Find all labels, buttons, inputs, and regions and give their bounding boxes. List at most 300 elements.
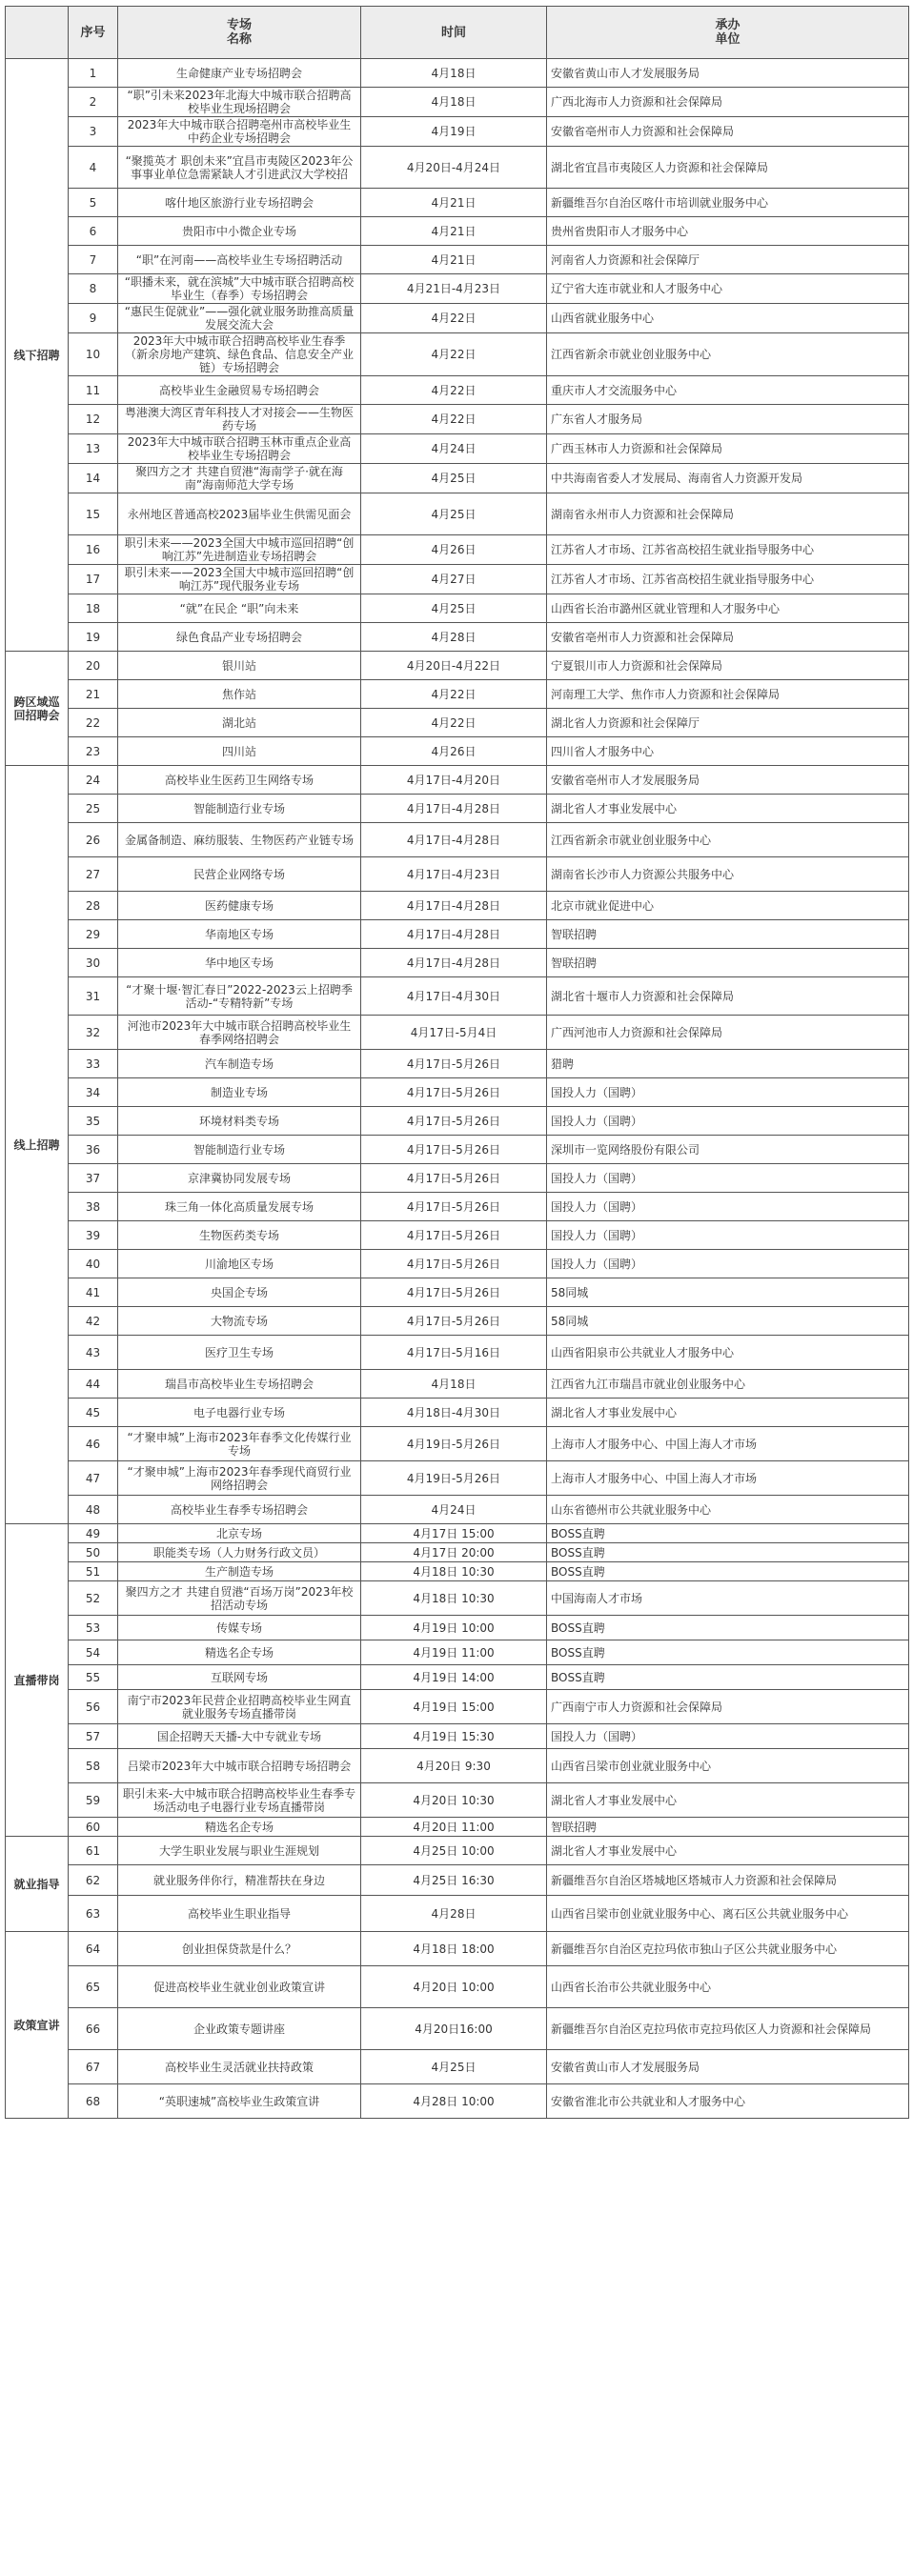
event-time: 4月18日 — [361, 1370, 547, 1399]
organizer: 国投人力（国聘） — [547, 1164, 909, 1193]
event-time: 4月28日 — [361, 623, 547, 652]
header-no: 序号 — [69, 7, 118, 59]
table-row — [6, 1837, 909, 1865]
event-name: 职引未来-大中城市联合招聘高校毕业生春季专场活动电子电器行业专场直播带岗 — [118, 1783, 361, 1818]
event-name: “聚揽英才 职创未来”宜昌市夷陵区2023年公事事业单位急需紧缺人才引进武汉大学校招 — [118, 147, 361, 189]
organizer: BOSS直聘 — [547, 1616, 909, 1640]
row-number: 63 — [69, 1896, 118, 1932]
event-name: 金属备制造、麻纺服装、生物医药产业链专场 — [118, 823, 361, 857]
event-name: 职引未来——2023全国大中城市巡回招聘“创响江苏”现代服务业专场 — [118, 565, 361, 594]
header-org: 承办 单位 — [547, 7, 909, 59]
organizer: 山西省吕梁市创业就业服务中心、离石区公共就业服务中心 — [547, 1896, 909, 1932]
row-number: 36 — [69, 1136, 118, 1164]
table-row — [6, 1783, 909, 1818]
event-name: “就”在民企 “职”向未来 — [118, 594, 361, 623]
event-name: “职”在河南——高校毕业生专场招聘活动 — [118, 246, 361, 274]
table-row — [6, 333, 909, 376]
organizer: BOSS直聘 — [547, 1524, 909, 1543]
event-name: 南宁市2023年民营企业招聘高校毕业生网直就业服务专场直播带岗 — [118, 1690, 361, 1724]
event-time: 4月19日 10:00 — [361, 1616, 547, 1640]
organizer: 江苏省人才市场、江苏省高校招生就业指导服务中心 — [547, 535, 909, 565]
event-name: 焦作站 — [118, 680, 361, 709]
organizer: 辽宁省大连市就业和人才服务中心 — [547, 274, 909, 304]
category-cell: 线下招聘 — [6, 59, 69, 652]
row-number: 61 — [69, 1837, 118, 1865]
event-time: 4月18日 — [361, 88, 547, 117]
row-number: 17 — [69, 565, 118, 594]
organizer: 山西省就业服务中心 — [547, 304, 909, 333]
event-time: 4月17日-5月26日 — [361, 1078, 547, 1107]
event-time: 4月22日 — [361, 680, 547, 709]
event-time: 4月19日 15:30 — [361, 1724, 547, 1749]
table-row — [6, 59, 909, 88]
event-time: 4月17日-5月26日 — [361, 1050, 547, 1078]
event-name: 粤港澳大湾区青年科技人才对接会——生物医药专场 — [118, 405, 361, 434]
event-name: 医疗卫生专场 — [118, 1336, 361, 1370]
organizer: 安徽省亳州市人力资源和社会保障局 — [547, 623, 909, 652]
table-row — [6, 1690, 909, 1724]
event-name: “职播未来，就在滨城”大中城市联合招聘高校毕业生（春季）专场招聘会 — [118, 274, 361, 304]
row-number: 29 — [69, 920, 118, 949]
event-time: 4月17日-5月26日 — [361, 1193, 547, 1221]
organizer: 智联招聘 — [547, 920, 909, 949]
organizer: 国投人力（国聘） — [547, 1724, 909, 1749]
table-row — [6, 680, 909, 709]
event-name: 生产制造专场 — [118, 1562, 361, 1581]
organizer: 智联招聘 — [547, 1818, 909, 1837]
header-time: 时间 — [361, 7, 547, 59]
row-number: 49 — [69, 1524, 118, 1543]
event-time: 4月17日-5月26日 — [361, 1136, 547, 1164]
row-number: 65 — [69, 1966, 118, 2008]
event-name: 创业担保贷款是什么？ — [118, 1932, 361, 1966]
row-number: 19 — [69, 623, 118, 652]
organizer: 新疆维吾尔自治区塔城地区塔城市人力资源和社会保障局 — [547, 1865, 909, 1896]
row-number: 15 — [69, 493, 118, 535]
row-number: 59 — [69, 1783, 118, 1818]
row-number: 9 — [69, 304, 118, 333]
event-time: 4月19日 — [361, 117, 547, 147]
event-name: 传媒专场 — [118, 1616, 361, 1640]
table-row — [6, 795, 909, 823]
event-time: 4月18日 18:00 — [361, 1932, 547, 1966]
table-row — [6, 594, 909, 623]
organizer: 中国海南人才市场 — [547, 1581, 909, 1616]
event-name: 生命健康产业专场招聘会 — [118, 59, 361, 88]
table-row — [6, 1496, 909, 1524]
table-row — [6, 1865, 909, 1896]
category-cell: 跨区域巡回招聘会 — [6, 652, 69, 766]
event-time: 4月17日-5月26日 — [361, 1107, 547, 1136]
event-name: 河池市2023年大中城市联合招聘高校毕业生春季网络招聘会 — [118, 1016, 361, 1050]
event-time: 4月17日-4月20日 — [361, 766, 547, 795]
row-number: 41 — [69, 1278, 118, 1307]
table-row — [6, 1370, 909, 1399]
organizer: 湖北省人才事业发展中心 — [547, 1783, 909, 1818]
event-time: 4月25日 — [361, 594, 547, 623]
organizer: 湖南省长沙市人力资源公共服务中心 — [547, 857, 909, 892]
event-time: 4月17日-5月26日 — [361, 1278, 547, 1307]
organizer: 山西省长治市公共就业服务中心 — [547, 1966, 909, 2008]
category-cell: 直播带岗 — [6, 1524, 69, 1837]
event-name: 贵阳市中小微企业专场 — [118, 217, 361, 246]
event-name: 互联网专场 — [118, 1665, 361, 1690]
table-row — [6, 1307, 909, 1336]
row-number: 40 — [69, 1250, 118, 1278]
table-row — [6, 920, 909, 949]
row-number: 48 — [69, 1496, 118, 1524]
event-time: 4月26日 — [361, 535, 547, 565]
organizer: 山西省吕梁市创业就业服务中心 — [547, 1749, 909, 1783]
event-time: 4月18日 10:30 — [361, 1562, 547, 1581]
organizer: 广西北海市人力资源和社会保障局 — [547, 88, 909, 117]
event-name: 北京专场 — [118, 1524, 361, 1543]
event-time: 4月17日 20:00 — [361, 1543, 547, 1562]
organizer: 智联招聘 — [547, 949, 909, 977]
event-time: 4月25日 16:30 — [361, 1865, 547, 1896]
event-name: 制造业专场 — [118, 1078, 361, 1107]
event-time: 4月28日 — [361, 1896, 547, 1932]
organizer: 58同城 — [547, 1278, 909, 1307]
row-number: 25 — [69, 795, 118, 823]
table-row — [6, 1932, 909, 1966]
event-time: 4月17日-5月26日 — [361, 1307, 547, 1336]
row-number: 28 — [69, 892, 118, 920]
event-time: 4月17日-5月26日 — [361, 1250, 547, 1278]
organizer: 湖南省永州市人力资源和社会保障局 — [547, 493, 909, 535]
event-name: 大物流专场 — [118, 1307, 361, 1336]
row-number: 66 — [69, 2008, 118, 2050]
event-time: 4月24日 — [361, 1496, 547, 1524]
event-time: 4月18日-4月30日 — [361, 1399, 547, 1427]
event-time: 4月20日-4月22日 — [361, 652, 547, 680]
organizer: 山西省长治市潞州区就业管理和人才服务中心 — [547, 594, 909, 623]
event-time: 4月19日 14:00 — [361, 1665, 547, 1690]
table-row — [6, 1581, 909, 1616]
row-number: 30 — [69, 949, 118, 977]
event-name: 国企招聘天天播-大中专就业专场 — [118, 1724, 361, 1749]
table-row — [6, 2050, 909, 2084]
row-number: 62 — [69, 1865, 118, 1896]
event-name: “英职速城”高校毕业生政策宣讲 — [118, 2084, 361, 2119]
category-cell: 线上招聘 — [6, 766, 69, 1524]
organizer: 广东省人才服务局 — [547, 405, 909, 434]
table-row — [6, 1193, 909, 1221]
row-number: 8 — [69, 274, 118, 304]
table-row — [6, 88, 909, 117]
event-time: 4月24日 — [361, 434, 547, 464]
organizer: 安徽省淮北市公共就业和人才服务中心 — [547, 2084, 909, 2119]
row-number: 32 — [69, 1016, 118, 1050]
table-row — [6, 857, 909, 892]
event-time: 4月17日-4月28日 — [361, 920, 547, 949]
table-body — [6, 59, 909, 2119]
event-time: 4月21日-4月23日 — [361, 274, 547, 304]
event-name: 瑞昌市高校毕业生专场招聘会 — [118, 1370, 361, 1399]
row-number: 6 — [69, 217, 118, 246]
event-time: 4月21日 — [361, 217, 547, 246]
row-number: 22 — [69, 709, 118, 737]
event-time: 4月20日 10:30 — [361, 1783, 547, 1818]
event-time: 4月17日 15:00 — [361, 1524, 547, 1543]
table-row — [6, 1461, 909, 1496]
organizer: 新疆维吾尔自治区喀什市培训就业服务中心 — [547, 189, 909, 217]
organizer: 安徽省黄山市人才发展服务局 — [547, 59, 909, 88]
event-name: 智能制造行业专场 — [118, 795, 361, 823]
event-name: “才聚申城”上海市2023年春季文化传媒行业专场 — [118, 1427, 361, 1461]
table-row — [6, 493, 909, 535]
row-number: 64 — [69, 1932, 118, 1966]
table-row — [6, 1250, 909, 1278]
organizer: 河南理工大学、焦作市人力资源和社会保障局 — [547, 680, 909, 709]
organizer: 国投人力（国聘） — [547, 1250, 909, 1278]
organizer: BOSS直聘 — [547, 1640, 909, 1665]
organizer: 国投人力（国聘） — [547, 1107, 909, 1136]
event-time: 4月22日 — [361, 709, 547, 737]
event-name: 聚四方之才 共建自贸港“海南学子·就在海南”海南师范大学专场 — [118, 464, 361, 493]
event-time: 4月20日 9:30 — [361, 1749, 547, 1783]
row-number: 68 — [69, 2084, 118, 2119]
event-name: 大学生职业发展与职业生涯规划 — [118, 1837, 361, 1865]
event-time: 4月27日 — [361, 565, 547, 594]
table-row — [6, 737, 909, 766]
row-number: 42 — [69, 1307, 118, 1336]
table-row — [6, 189, 909, 217]
event-name: 永州地区普通高校2023届毕业生供需见面会 — [118, 493, 361, 535]
table-row — [6, 1016, 909, 1050]
table-row — [6, 1107, 909, 1136]
row-number: 2 — [69, 88, 118, 117]
row-number: 45 — [69, 1399, 118, 1427]
event-name: 就业服务伴你行，精准帮扶在身边 — [118, 1865, 361, 1896]
organizer: 新疆维吾尔自治区克拉玛依市独山子区公共就业服务中心 — [547, 1932, 909, 1966]
event-time: 4月19日-5月26日 — [361, 1427, 547, 1461]
table-row — [6, 1562, 909, 1581]
row-number: 58 — [69, 1749, 118, 1783]
row-number: 4 — [69, 147, 118, 189]
event-time: 4月18日 10:30 — [361, 1581, 547, 1616]
organizer: BOSS直聘 — [547, 1665, 909, 1690]
header-category — [6, 7, 69, 59]
organizer: 江西省九江市瑞昌市就业创业服务中心 — [547, 1370, 909, 1399]
event-name: 川渝地区专场 — [118, 1250, 361, 1278]
organizer: 北京市就业促进中心 — [547, 892, 909, 920]
event-name: 银川站 — [118, 652, 361, 680]
row-number: 34 — [69, 1078, 118, 1107]
table-row — [6, 823, 909, 857]
event-time: 4月19日-5月26日 — [361, 1461, 547, 1496]
table-row — [6, 1524, 909, 1543]
event-time: 4月25日 — [361, 493, 547, 535]
event-name: 聚四方之才 共建自贸港“百场万岗”2023年校招活动专场 — [118, 1581, 361, 1616]
table-row — [6, 892, 909, 920]
row-number: 39 — [69, 1221, 118, 1250]
event-time: 4月22日 — [361, 304, 547, 333]
row-number: 35 — [69, 1107, 118, 1136]
organizer: 国投人力（国聘） — [547, 1221, 909, 1250]
table-row — [6, 464, 909, 493]
event-name: 生物医药类专场 — [118, 1221, 361, 1250]
row-number: 54 — [69, 1640, 118, 1665]
organizer: 新疆维吾尔自治区克拉玛依市克拉玛依区人力资源和社会保障局 — [547, 2008, 909, 2050]
event-time: 4月17日-4月23日 — [361, 857, 547, 892]
event-time: 4月20日-4月24日 — [361, 147, 547, 189]
category-cell: 就业指导 — [6, 1837, 69, 1932]
organizer: 58同城 — [547, 1307, 909, 1336]
table-row — [6, 709, 909, 737]
table-row — [6, 376, 909, 405]
organizer: 安徽省黄山市人才发展服务局 — [547, 2050, 909, 2084]
table-row — [6, 405, 909, 434]
event-name: 华南地区专场 — [118, 920, 361, 949]
event-name: 四川站 — [118, 737, 361, 766]
event-name: 精选名企专场 — [118, 1818, 361, 1837]
event-time: 4月17日-4月28日 — [361, 949, 547, 977]
row-number: 14 — [69, 464, 118, 493]
event-time: 4月21日 — [361, 246, 547, 274]
organizer: 湖北省宜昌市夷陵区人力资源和社会保障局 — [547, 147, 909, 189]
event-time: 4月19日 11:00 — [361, 1640, 547, 1665]
row-number: 50 — [69, 1543, 118, 1562]
table-row — [6, 1724, 909, 1749]
category-cell: 政策宣讲 — [6, 1932, 69, 2119]
event-time: 4月22日 — [361, 376, 547, 405]
event-name: 智能制造行业专场 — [118, 1136, 361, 1164]
event-name: 精选名企专场 — [118, 1640, 361, 1665]
organizer: 国投人力（国聘） — [547, 1078, 909, 1107]
event-name: 高校毕业生金融贸易专场招聘会 — [118, 376, 361, 405]
row-number: 5 — [69, 189, 118, 217]
event-name: 高校毕业生灵活就业扶持政策 — [118, 2050, 361, 2084]
event-time: 4月17日-4月28日 — [361, 795, 547, 823]
row-number: 57 — [69, 1724, 118, 1749]
organizer: 湖北省人力资源和社会保障厅 — [547, 709, 909, 737]
event-name: 职能类专场（人力财务行政文员） — [118, 1543, 361, 1562]
organizer: 江西省新余市就业创业服务中心 — [547, 823, 909, 857]
organizer: 江西省新余市就业创业服务中心 — [547, 333, 909, 376]
organizer: 国投人力（国聘） — [547, 1193, 909, 1221]
table-row — [6, 977, 909, 1016]
organizer: 重庆市人才交流服务中心 — [547, 376, 909, 405]
table-row — [6, 766, 909, 795]
event-name: “才聚十堰·智汇春日”2022-2023云上招聘季活动-“专精特新”专场 — [118, 977, 361, 1016]
event-name: 2023年大中城市联合招聘亳州市高校毕业生中药企业专场招聘会 — [118, 117, 361, 147]
event-time: 4月25日 — [361, 2050, 547, 2084]
row-number: 51 — [69, 1562, 118, 1581]
schedule-table — [5, 6, 909, 2119]
table-row — [6, 1896, 909, 1932]
event-time: 4月20日 11:00 — [361, 1818, 547, 1837]
table-row — [6, 1427, 909, 1461]
organizer: 深圳市一览网络股份有限公司 — [547, 1136, 909, 1164]
row-number: 53 — [69, 1616, 118, 1640]
table-row — [6, 949, 909, 977]
row-number: 23 — [69, 737, 118, 766]
organizer: 江苏省人才市场、江苏省高校招生就业指导服务中心 — [547, 565, 909, 594]
row-number: 7 — [69, 246, 118, 274]
row-number: 31 — [69, 977, 118, 1016]
event-time: 4月17日-4月28日 — [361, 823, 547, 857]
event-name: 高校毕业生职业指导 — [118, 1896, 361, 1932]
row-number: 46 — [69, 1427, 118, 1461]
event-name: 湖北站 — [118, 709, 361, 737]
row-number: 10 — [69, 333, 118, 376]
event-name: 华中地区专场 — [118, 949, 361, 977]
event-name: “才聚申城”上海市2023年春季现代商贸行业网络招聘会 — [118, 1461, 361, 1496]
table-header-row — [6, 7, 909, 59]
row-number: 37 — [69, 1164, 118, 1193]
table-row — [6, 117, 909, 147]
event-name: 2023年大中城市联合招聘高校毕业生春季（新余房地产建筑、绿色食品、信息安全产业链）专场招聘会 — [118, 333, 361, 376]
table-row — [6, 1336, 909, 1370]
table-row — [6, 1818, 909, 1837]
table-row — [6, 1221, 909, 1250]
row-number: 1 — [69, 59, 118, 88]
organizer: 广西河池市人力资源和社会保障局 — [547, 1016, 909, 1050]
organizer: 湖北省人才事业发展中心 — [547, 1837, 909, 1865]
table-row — [6, 274, 909, 304]
table-row — [6, 535, 909, 565]
table-row — [6, 217, 909, 246]
row-number: 21 — [69, 680, 118, 709]
event-name: 2023年大中城市联合招聘玉林市重点企业高校毕业生专场招聘会 — [118, 434, 361, 464]
organizer: 湖北省十堰市人力资源和社会保障局 — [547, 977, 909, 1016]
table-row — [6, 1399, 909, 1427]
table-row — [6, 565, 909, 594]
event-time: 4月17日-5月16日 — [361, 1336, 547, 1370]
organizer: 湖北省人才事业发展中心 — [547, 795, 909, 823]
organizer: 上海市人才服务中心、中国上海人才市场 — [547, 1461, 909, 1496]
table-row — [6, 2008, 909, 2050]
event-name: 职引未来——2023全国大中城市巡回招聘“创响江苏”先进制造业专场招聘会 — [118, 535, 361, 565]
row-number: 24 — [69, 766, 118, 795]
row-number: 12 — [69, 405, 118, 434]
table-row — [6, 304, 909, 333]
event-time: 4月22日 — [361, 405, 547, 434]
table-row — [6, 1966, 909, 2008]
event-name: 珠三角一体化高质量发展专场 — [118, 1193, 361, 1221]
event-name: 吕梁市2023年大中城市联合招聘专场招聘会 — [118, 1749, 361, 1783]
row-number: 47 — [69, 1461, 118, 1496]
row-number: 60 — [69, 1818, 118, 1837]
event-name: 央国企专场 — [118, 1278, 361, 1307]
table-row — [6, 1078, 909, 1107]
table-row — [6, 1136, 909, 1164]
table-row — [6, 434, 909, 464]
event-time: 4月22日 — [361, 333, 547, 376]
row-number: 52 — [69, 1581, 118, 1616]
event-name: 环境材料类专场 — [118, 1107, 361, 1136]
table-row — [6, 1749, 909, 1783]
row-number: 67 — [69, 2050, 118, 2084]
table-row — [6, 1278, 909, 1307]
row-number: 55 — [69, 1665, 118, 1690]
event-time: 4月17日-5月4日 — [361, 1016, 547, 1050]
event-name: 电子电器行业专场 — [118, 1399, 361, 1427]
event-name: 促进高校毕业生就业创业政策宣讲 — [118, 1966, 361, 2008]
event-time: 4月28日 10:00 — [361, 2084, 547, 2119]
organizer: 广西玉林市人力资源和社会保障局 — [547, 434, 909, 464]
organizer: 宁夏银川市人力资源和社会保障局 — [547, 652, 909, 680]
organizer: 山西省阳泉市公共就业人才服务中心 — [547, 1336, 909, 1370]
row-number: 56 — [69, 1690, 118, 1724]
event-name: 喀什地区旅游行业专场招聘会 — [118, 189, 361, 217]
event-time: 4月20日 10:00 — [361, 1966, 547, 2008]
row-number: 20 — [69, 652, 118, 680]
row-number: 44 — [69, 1370, 118, 1399]
table-row — [6, 1543, 909, 1562]
organizer: BOSS直聘 — [547, 1562, 909, 1581]
